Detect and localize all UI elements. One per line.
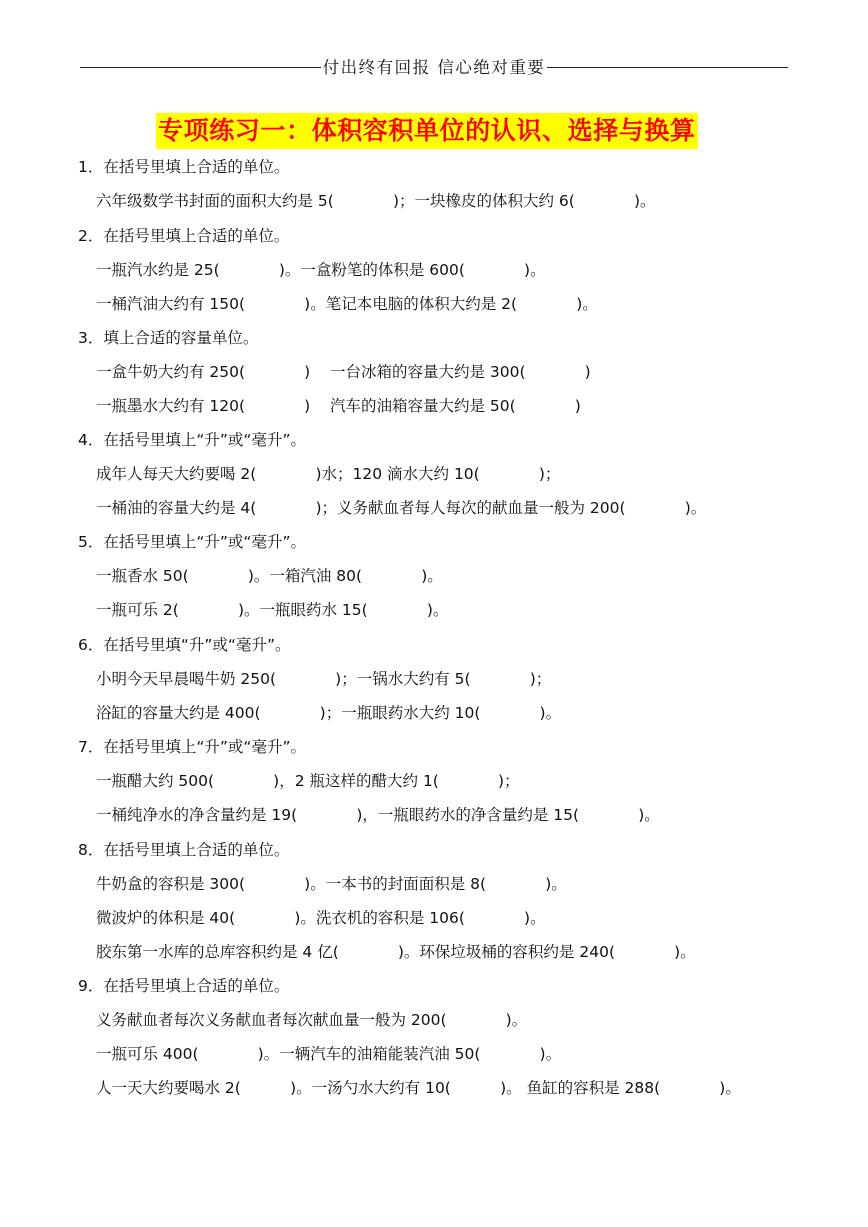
question-line: 成年人每天大约要喝 2( )水；120 滴水大约 10( )； bbox=[96, 465, 561, 483]
question-line: 一瓶墨水大约有 120( ) 汽车的油箱容量大约是 50( ) bbox=[96, 397, 581, 415]
question-line: 浴缸的容量大约是 400( )；一瓶眼药水大约 10( )。 bbox=[96, 704, 562, 722]
question-prompt: 2．在括号里填上合适的单位。 bbox=[78, 227, 290, 245]
question-line: 义务献血者每次义务献血者每次献血量一般为 200( )。 bbox=[96, 1011, 528, 1029]
question-prompt: 9．在括号里填上合适的单位。 bbox=[78, 977, 290, 995]
question-prompt: 7．在括号里填上“升”或“毫升”。 bbox=[78, 738, 306, 756]
question-prompt: 5．在括号里填上“升”或“毫升”。 bbox=[78, 533, 306, 551]
question-line: 牛奶盒的容积是 300( )。一本书的封面面积是 8( )。 bbox=[96, 875, 567, 893]
question-line: 小明今天早晨喝牛奶 250( )；一锅水大约有 5( )； bbox=[96, 670, 552, 688]
question-prompt: 4．在括号里填上“升”或“毫升”。 bbox=[78, 431, 306, 449]
question-line: 一瓶香水 50( )。一箱汽油 80( )。 bbox=[96, 567, 443, 585]
question-prompt: 1．在括号里填上合适的单位。 bbox=[78, 158, 290, 176]
question-line: 微波炉的体积是 40( )。洗衣机的容积是 106( )。 bbox=[96, 909, 546, 927]
page-header bbox=[80, 54, 788, 78]
question-line: 一桶油的容量大约是 4( )；义务献血者每人每次的献血量一般为 200( )。 bbox=[96, 499, 707, 517]
question-line: 六年级数学书封面的面积大约是 5( )；一块橡皮的体积大约 6( )。 bbox=[96, 192, 656, 210]
question-prompt: 6．在括号里填“升”或“毫升”。 bbox=[78, 636, 291, 654]
question-prompt: 3．填上合适的容量单位。 bbox=[78, 329, 259, 347]
question-line: 一桶汽油大约有 150( )。笔记本电脑的体积大约是 2( )。 bbox=[96, 295, 598, 313]
question-line: 一瓶可乐 2( )。一瓶眼药水 15( )。 bbox=[96, 601, 449, 619]
question-line: 胶东第一水库的总库容积约是 4 亿( )。环保垃圾桶的容积约是 240( )。 bbox=[96, 943, 696, 961]
question-line: 一瓶醋大约 500( )，2 瓶这样的醋大约 1( )； bbox=[96, 772, 520, 790]
question-prompt: 8．在括号里填上合适的单位。 bbox=[78, 841, 290, 859]
question-line: 人一天大约要喝水 2( )。一汤勺水大约有 10( )。 鱼缸的容积是 288( )。 bbox=[96, 1079, 741, 1097]
header-rule-right bbox=[547, 67, 788, 68]
header-motto: 付出终有回报 信心绝对重要 bbox=[322, 58, 546, 77]
worksheet-title: 专项练习一：体积容积单位的认识、选择与换算 bbox=[156, 113, 698, 149]
header-rule-left bbox=[80, 67, 321, 68]
question-line: 一瓶可乐 400( )。一辆汽车的油箱能装汽油 50( )。 bbox=[96, 1045, 562, 1063]
question-line: 一瓶汽水约是 25( )。一盒粉笔的体积是 600( )。 bbox=[96, 261, 546, 279]
question-line: 一桶纯净水的净含量约是 19( )，一瓶眼药水的净含量约是 15( )。 bbox=[96, 806, 660, 824]
question-line: 一盒牛奶大约有 250( ) 一台冰箱的容量大约是 300( ) bbox=[96, 363, 591, 381]
